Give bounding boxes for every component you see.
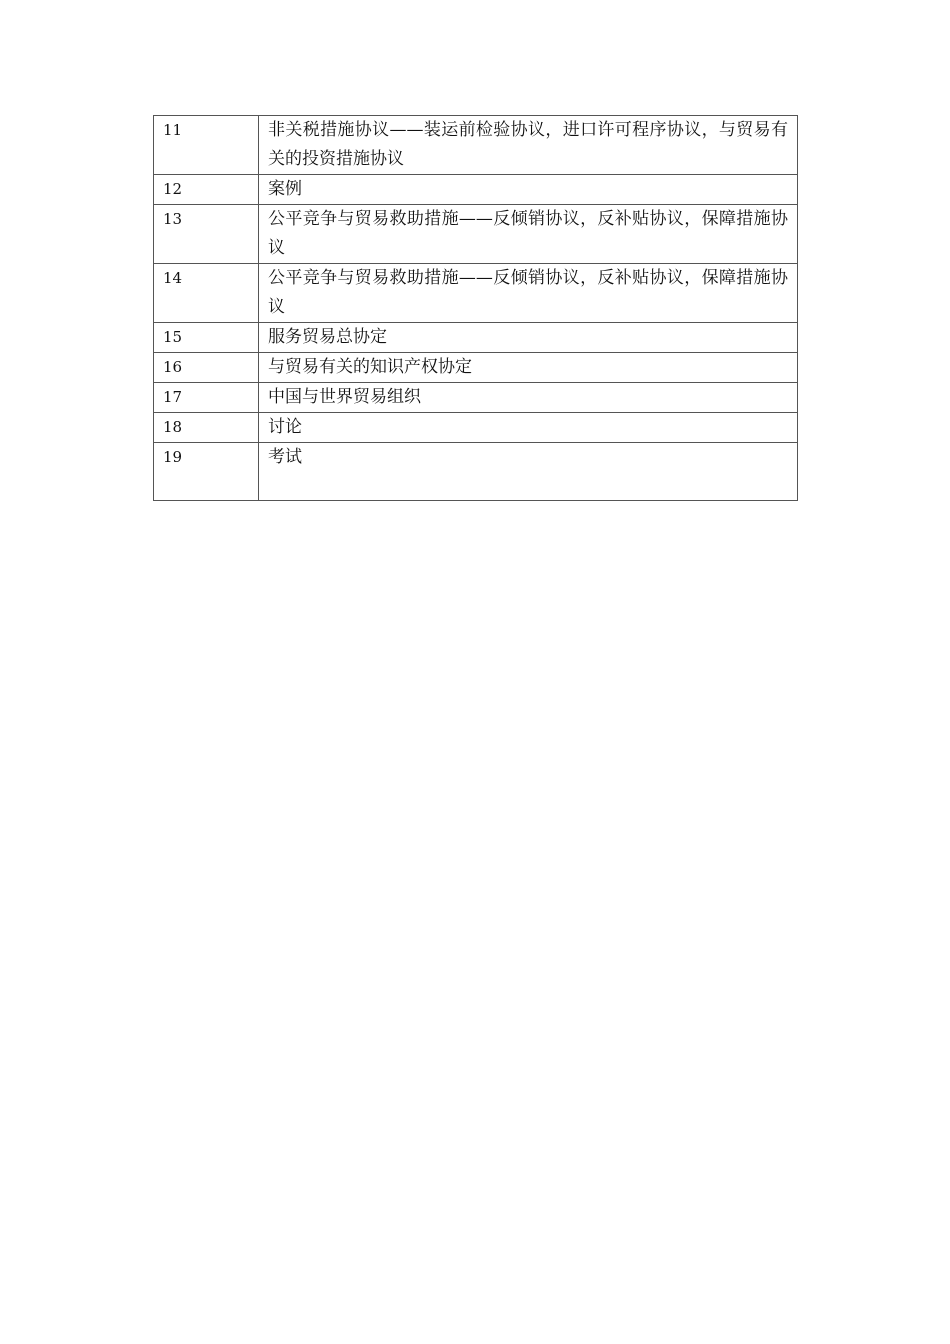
table-row [154, 116, 798, 175]
row-topic: 案例 [259, 175, 798, 205]
table-row [154, 383, 798, 413]
row-number: 18 [154, 413, 259, 443]
table-row [154, 353, 798, 383]
row-number: 11 [154, 116, 259, 175]
table-row [154, 413, 798, 443]
row-topic: 公平竞争与贸易救助措施——反倾销协议，反补贴协议，保障措施协议 [259, 205, 798, 264]
table-row [154, 264, 798, 323]
row-topic: 与贸易有关的知识产权协定 [259, 353, 798, 383]
course-schedule-table [153, 115, 798, 501]
row-topic: 非关税措施协议——装运前检验协议，进口许可程序协议，与贸易有关的投资措施协议 [259, 116, 798, 175]
row-number: 12 [154, 175, 259, 205]
table-row [154, 443, 798, 501]
row-number: 14 [154, 264, 259, 323]
row-topic: 考试 [259, 443, 798, 501]
row-topic: 服务贸易总协定 [259, 323, 798, 353]
row-number: 13 [154, 205, 259, 264]
row-number: 16 [154, 353, 259, 383]
row-number: 15 [154, 323, 259, 353]
row-topic: 中国与世界贸易组织 [259, 383, 798, 413]
table-row [154, 323, 798, 353]
table-row [154, 175, 798, 205]
row-topic: 讨论 [259, 413, 798, 443]
row-number: 19 [154, 443, 259, 501]
row-number: 17 [154, 383, 259, 413]
row-topic: 公平竞争与贸易救助措施——反倾销协议，反补贴协议，保障措施协议 [259, 264, 798, 323]
table-row [154, 205, 798, 264]
